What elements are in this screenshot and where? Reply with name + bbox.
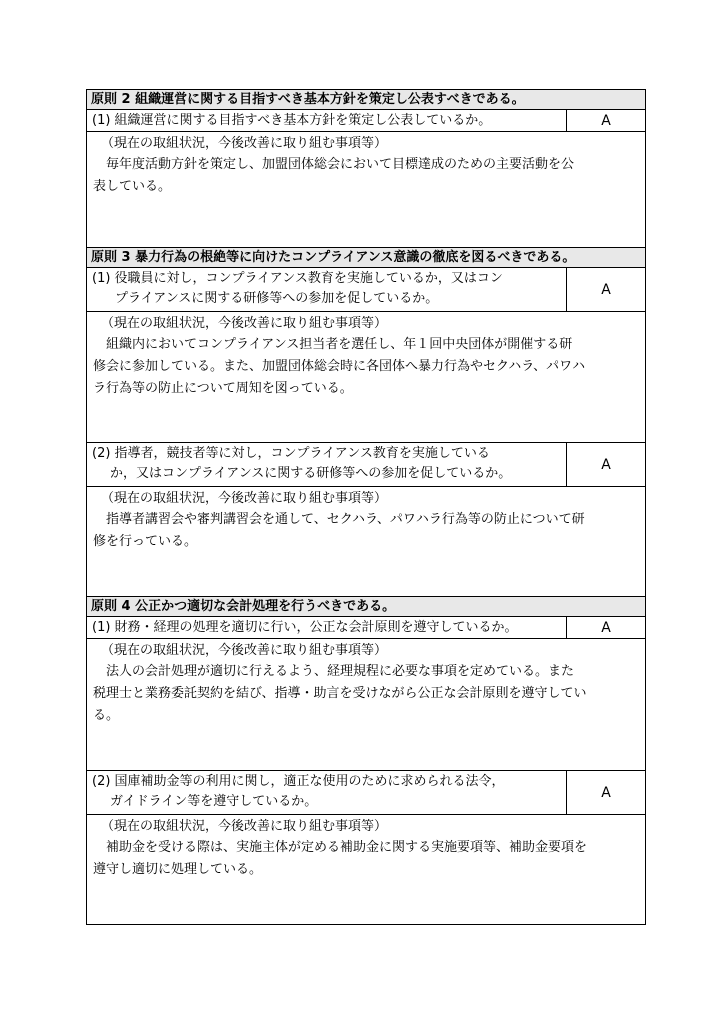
grade-cell: A — [601, 456, 611, 473]
compliance-table — [86, 89, 646, 925]
answer-line: 修を行っている。 — [93, 534, 198, 549]
answer-cell — [87, 639, 645, 771]
answer-cell — [87, 312, 645, 443]
principle-2-item-1-row — [87, 110, 645, 132]
answer-line: 毎年度活動方針を策定し、加盟団体総会において目標達成のための主要活動を公 — [106, 157, 575, 172]
answer-text — [93, 661, 639, 727]
principle-4-item-1-row — [87, 617, 645, 639]
answer-line: 修会に参加している。また、加盟団体総会時に各団体へ暴力行為やセクハラ、パワハ — [93, 359, 586, 374]
answer-line: 遵守し適切に処理している。 — [93, 862, 263, 877]
question-text — [87, 110, 567, 131]
question-line: か，又はコンプライアンスに関する研修等への参加を促しているか。 — [110, 466, 512, 481]
question-text — [87, 268, 567, 311]
principle-4-item-2-row — [87, 771, 645, 815]
answer-label: （現在の取組状況，今後改善に取り組む事項等） — [101, 316, 388, 331]
question-line: ガイドライン等を遵守しているか。 — [110, 794, 318, 809]
grade-cell: A — [601, 281, 611, 298]
question-line: プライアンスに関する研修等への参加を促しているか。 — [115, 291, 439, 306]
principle-3-item-1-row — [87, 268, 645, 312]
grade-cell: A — [601, 784, 611, 801]
question-line: (2) 国庫補助金等の利用に関し，適正な使用のために求められる法令， — [92, 774, 505, 789]
principle-3-item-2-row — [87, 443, 645, 487]
answer-line: 組織内においてコンプライアンス担当者を選任し、年１回中央団体が開催する研 — [106, 337, 573, 352]
principle-4-header: 原則 4 公正かつ適切な会計処理を行うべきである。 — [87, 597, 645, 617]
answer-line: ラ行為等の防止について周知を図っている。 — [93, 381, 353, 396]
question-line: (1) 組織運営に関する目指すべき基本方針を策定し公表しているか。 — [92, 113, 492, 128]
principle-2-header: 原則 2 組織運営に関する目指すべき基本方針を策定し公表すべきである。 — [87, 90, 645, 110]
answer-line: る。 — [93, 708, 120, 723]
answer-line: 表している。 — [93, 179, 172, 194]
question-line: (1) 役職員に対し，コンプライアンス教育を実施しているか，又はコン — [92, 271, 503, 286]
question-line: (1) 財務・経理の処理を適切に行い，公正な会計原則を遵守しているか。 — [92, 620, 518, 635]
answer-label: （現在の取組状況，今後改善に取り組む事項等） — [101, 136, 388, 151]
answer-text — [93, 837, 639, 881]
answer-line: 指導者講習会や審判講習会を通して、セクハラ、パワハラ行為等の防止について研 — [106, 512, 585, 527]
answer-text — [93, 334, 639, 400]
answer-cell — [87, 132, 645, 248]
answer-label: （現在の取組状況，今後改善に取り組む事項等） — [101, 643, 388, 658]
answer-label: （現在の取組状況，今後改善に取り組む事項等） — [101, 491, 388, 506]
answer-line: 補助金を受ける際は、実施主体が定める補助金に関する実施要項等、補助金要項を — [106, 840, 588, 855]
question-text — [87, 443, 567, 486]
question-text — [87, 617, 567, 638]
question-line: (2) 指導者，競技者等に対し，コンプライアンス教育を実施している — [92, 446, 490, 461]
grade-cell: A — [601, 619, 611, 636]
answer-line: 法人の会計処理が適切に行えるよう、経理規程に必要な事項を定めている。また — [106, 664, 575, 679]
principle-3-header: 原則 3 暴力行為の根絶等に向けたコンプライアンス意識の徹底を図るべきである。 — [87, 248, 645, 268]
answer-label: （現在の取組状況，今後改善に取り組む事項等） — [101, 819, 388, 834]
answer-text — [93, 509, 639, 553]
grade-cell: A — [601, 112, 611, 129]
question-text — [87, 771, 567, 814]
answer-text — [93, 154, 639, 198]
answer-cell — [87, 487, 645, 597]
answer-line: 税理士と業務委託契約を結び、指導・助言を受けながら公正な会計原則を遵守してい — [93, 686, 587, 701]
answer-cell — [87, 815, 645, 925]
